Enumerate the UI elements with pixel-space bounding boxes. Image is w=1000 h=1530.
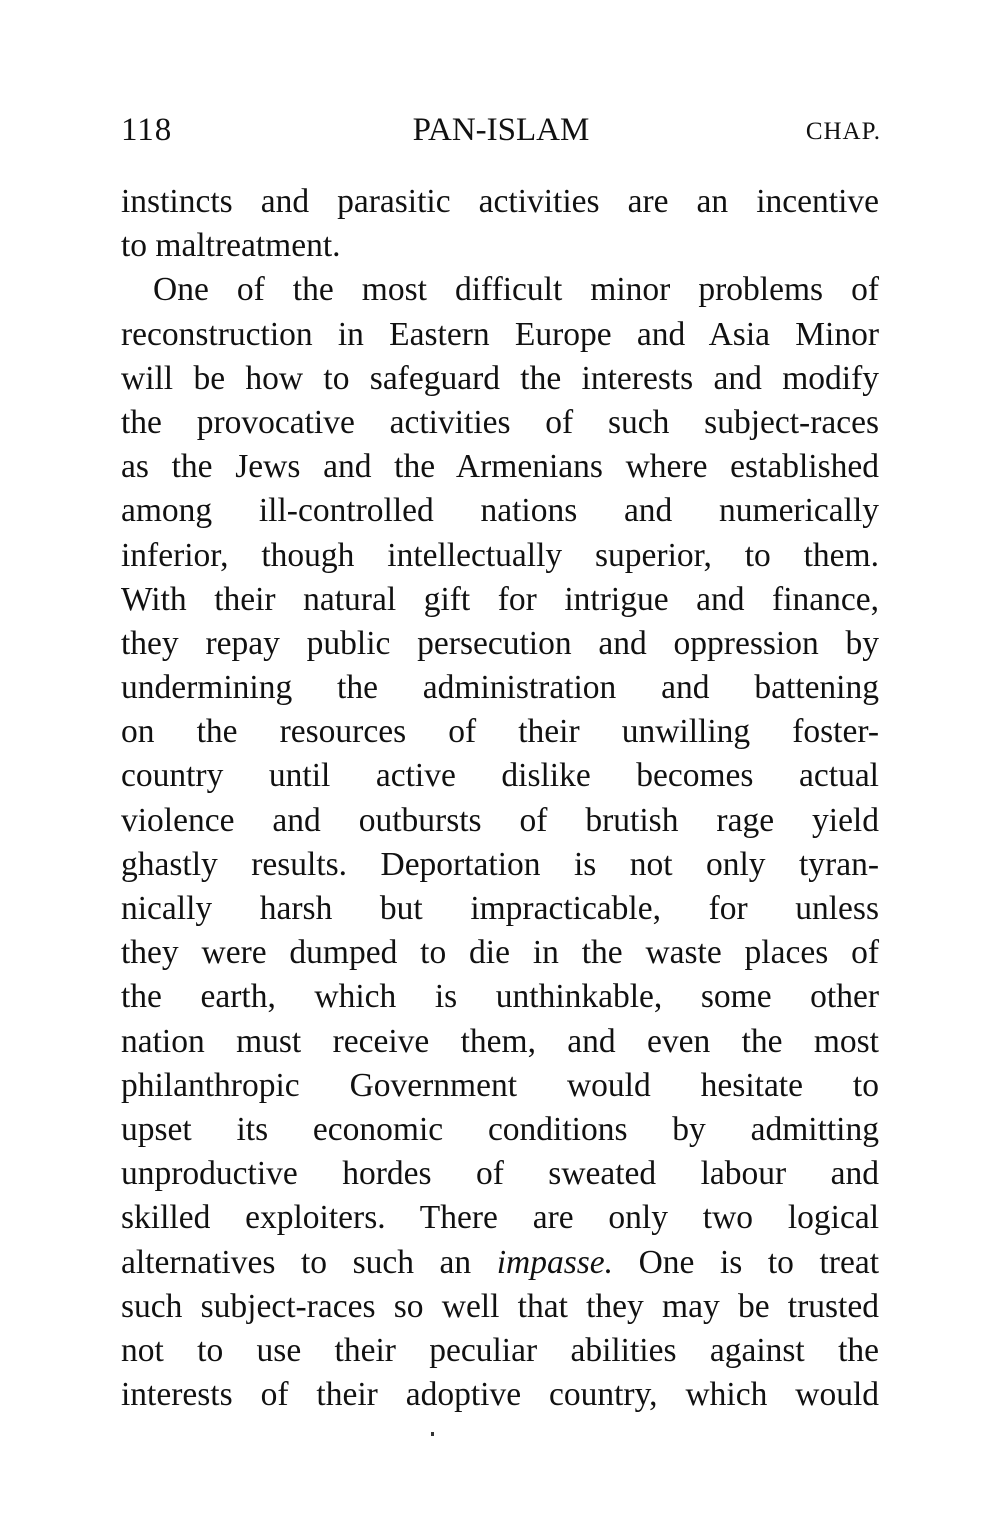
text-line: the provocative activities of such subject-races: [121, 403, 879, 441]
text-line: such subject-races so well that they may be trusted: [121, 1287, 879, 1325]
text-line: they repay public persecution and oppression by: [121, 624, 879, 662]
text-line: inferior, though intellectually superior, to them.: [121, 536, 879, 574]
text-line: skilled exploiters. There are only two logical: [121, 1199, 879, 1237]
text-line: reconstruction in Eastern Europe and Asia Minor: [121, 315, 879, 353]
text-line: on the resources of their unwilling foster-: [121, 713, 879, 751]
text-line: undermining the administration and battening: [121, 669, 879, 707]
running-title: PAN-ISLAM: [412, 112, 590, 148]
text-line: ghastly results. Deportation is not only tyran-: [121, 845, 879, 883]
page-number: 118: [121, 112, 173, 148]
chapter-label: CHAP.: [805, 118, 881, 145]
text-line: One of the most difficult minor problems of: [153, 271, 879, 309]
text-line: as the Jews and the Armenians where established: [121, 448, 879, 486]
text-line: With their natural gift for intrigue and finance,: [121, 580, 879, 618]
text-line: violence and outbursts of brutish rage yield: [121, 801, 879, 839]
text-line: unproductive hordes of sweated labour and: [121, 1155, 879, 1193]
text-line: upset its economic conditions by admitting: [121, 1110, 879, 1148]
text-line: alternatives to such an impasse. One is to treat: [121, 1243, 879, 1281]
text-line: philanthropic Government would hesitate to: [121, 1066, 879, 1104]
text-line: they were dumped to die in the waste places of: [121, 934, 879, 972]
text-line: nically harsh but impracticable, for unless: [121, 890, 879, 927]
text-line: among ill-controlled nations and numerically: [121, 492, 879, 530]
text-line: will be how to safeguard the interests and modify: [121, 359, 879, 397]
text-line: instincts and parasitic activities are an incentive: [121, 183, 879, 220]
body-text: [121, 180, 879, 1417]
running-header: [121, 112, 881, 156]
text-line: country until active dislike becomes actual: [121, 757, 879, 795]
print-speck: [431, 1432, 434, 1436]
text-line: nation must receive them, and even the most: [121, 1022, 879, 1060]
italic-term: impasse.: [496, 1243, 614, 1281]
text-line: the earth, which is unthinkable, some other: [121, 978, 879, 1016]
text-line: interests of their adoptive country, which would: [121, 1376, 879, 1414]
text-line: to maltreatment.: [121, 227, 341, 265]
text-line: not to use their peculiar abilities against the: [121, 1331, 879, 1369]
